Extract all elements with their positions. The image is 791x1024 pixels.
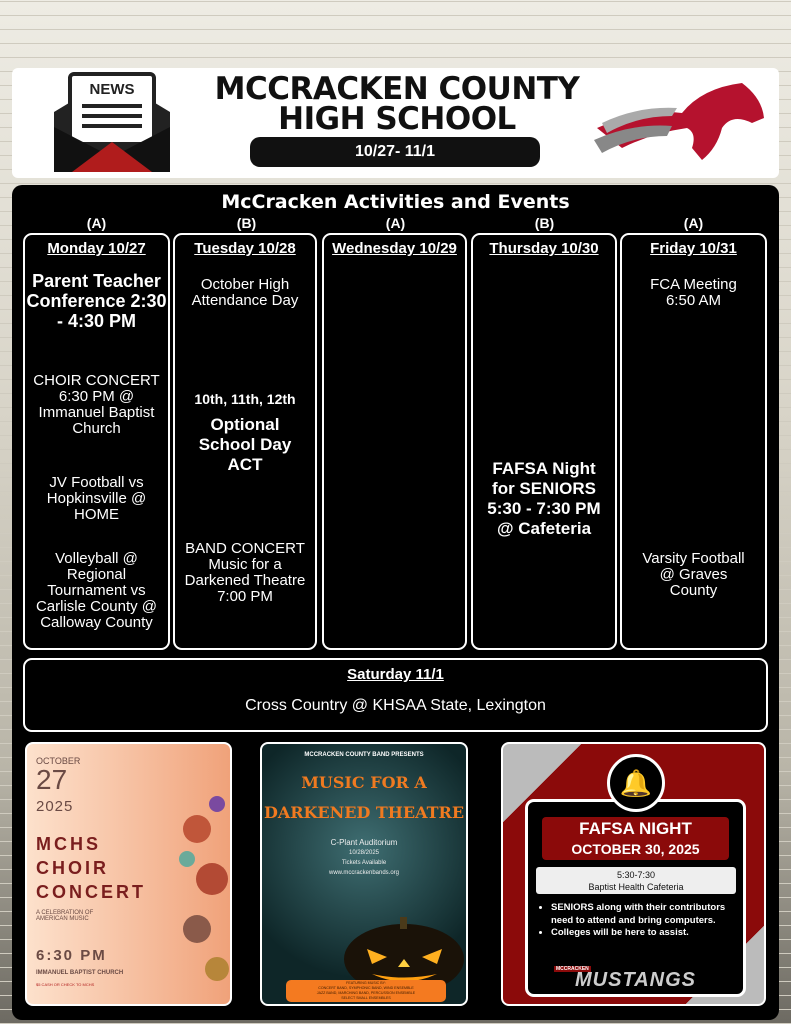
fafsa-night-poster <box>501 742 766 1006</box>
poster-bullet: • SENIORS along with their contributors need to attend and bring computers. <box>551 902 741 927</box>
event: 10th, 11th, 12th <box>194 391 296 407</box>
poster-title: MCHS <box>36 834 101 854</box>
event: Volleyball @ Regional Tournament vs Carlisle County @ Calloway County <box>35 550 158 631</box>
poster-bullet: • Colleges will be here to assist. <box>551 927 741 940</box>
day-column-friday <box>620 233 767 650</box>
event: Parent Teacher Conference 2:30 - 4:30 PM <box>26 271 167 331</box>
poster-ensembles: JAZZ BAND, MARCHING BAND, PERCUSSION ENSEMBLE <box>316 991 416 995</box>
schedule-panel <box>12 185 779 1020</box>
day-type-label: (B) <box>236 215 257 231</box>
page-title <box>202 71 592 137</box>
poster-url: www.mccrackenbands.org <box>328 870 400 876</box>
event: CHOIR CONCERT 6:30 PM @ Immanuel Baptist Church <box>33 372 160 437</box>
poster-featuring: FEATURING MUSIC BY: <box>346 981 386 985</box>
poster-title: CONCERT <box>36 882 146 902</box>
poster-ensembles: SELECT SMALL ENSEMBLES <box>341 996 391 1000</box>
day-type-label: (A) <box>86 215 107 231</box>
event: FAFSA Night for SENIORS 5:30 - 7:30 PM @ Cafeteria <box>487 459 601 538</box>
event: JV Football vs Hopkinsville @ HOME <box>46 474 147 523</box>
poster-day: 27 <box>36 764 68 795</box>
poster-date: 10/28/2025 <box>348 850 380 856</box>
poster-ensembles: CONCERT BAND, SYMPHONIC BAND, WIND ENSEMBLE <box>318 986 414 990</box>
mustang-logo-icon <box>592 78 767 168</box>
poster-venue: IMMANUEL BAPTIST CHURCH <box>36 970 124 976</box>
day-type-label: (A) <box>683 215 704 231</box>
poster-price: $5 CASH OR CHECK TO MCHS <box>36 982 95 987</box>
poster-title: CHOIR <box>36 858 109 878</box>
poster-year: 2025 <box>36 798 74 815</box>
day-heading: Friday 10/31 <box>650 240 737 257</box>
day-heading: Thursday 10/30 <box>489 240 599 257</box>
autumn-leaves-illustration <box>157 769 232 1004</box>
event: Varsity Football @ Graves County <box>642 550 745 599</box>
day-column-thursday <box>471 233 617 650</box>
day-heading: Tuesday 10/28 <box>194 240 296 257</box>
poster-title: MUSIC FOR A <box>301 773 427 792</box>
poster-title: FAFSA NIGHT <box>579 819 692 838</box>
jack-o-lantern-illustration <box>342 909 467 989</box>
event: Optional School Day ACT <box>198 415 292 474</box>
schedule-title: McCracken Activities and Events <box>221 191 570 213</box>
event: Cross Country @ KHSAA State, Lexington <box>245 697 546 714</box>
title-line-1: MCCRACKEN COUNTY <box>214 71 580 107</box>
news-label: NEWS <box>89 81 135 98</box>
day-type-label: (A) <box>385 215 406 231</box>
logo-small-text: MCCRACKEN <box>556 966 589 972</box>
poster-date: OCTOBER 30, 2025 <box>571 841 700 857</box>
event: FCA Meeting 6:50 AM <box>650 276 737 309</box>
poster-venue: C-Plant Auditorium <box>330 838 398 847</box>
day-row-saturday <box>23 658 768 732</box>
day-column-monday <box>23 233 170 650</box>
band-concert-poster <box>260 742 468 1006</box>
poster-venue: Baptist Health Cafeteria <box>588 882 684 892</box>
poster-presenter: MCCRACKEN COUNTY BAND PRESENTS <box>304 752 424 758</box>
header <box>12 68 779 178</box>
day-heading: Saturday 11/1 <box>347 666 444 683</box>
date-range-badge: 10/27- 11/1 <box>250 137 540 167</box>
day-heading: Monday 10/27 <box>47 240 146 257</box>
event: BAND CONCERT Music for a Darkened Theatre 7:00 PM <box>184 540 306 605</box>
title-line-2: HIGH SCHOOL <box>278 101 516 137</box>
news-envelope-icon <box>52 72 172 174</box>
poster-month: OCTOBER <box>36 756 81 766</box>
poster-subtitle: A CELEBRATION OF AMERICAN MUSIC <box>36 910 94 922</box>
poster-tickets: Tickets Available <box>341 860 387 866</box>
bell-icon: 🔔 <box>607 754 665 812</box>
mustangs-logo <box>548 966 723 992</box>
event: October High Attendance Day <box>191 276 299 309</box>
day-type-label: (B) <box>534 215 555 231</box>
poster-title: DARKENED THEATRE <box>263 803 465 822</box>
poster-time: 6:30 PM <box>36 947 107 964</box>
poster-time: 5:30-7:30 <box>616 870 656 880</box>
logo-text: MUSTANGS <box>575 969 696 991</box>
day-column-wednesday <box>322 233 467 650</box>
day-column-tuesday <box>173 233 317 650</box>
choir-concert-poster <box>25 742 232 1006</box>
day-heading: Wednesday 10/29 <box>332 240 457 257</box>
